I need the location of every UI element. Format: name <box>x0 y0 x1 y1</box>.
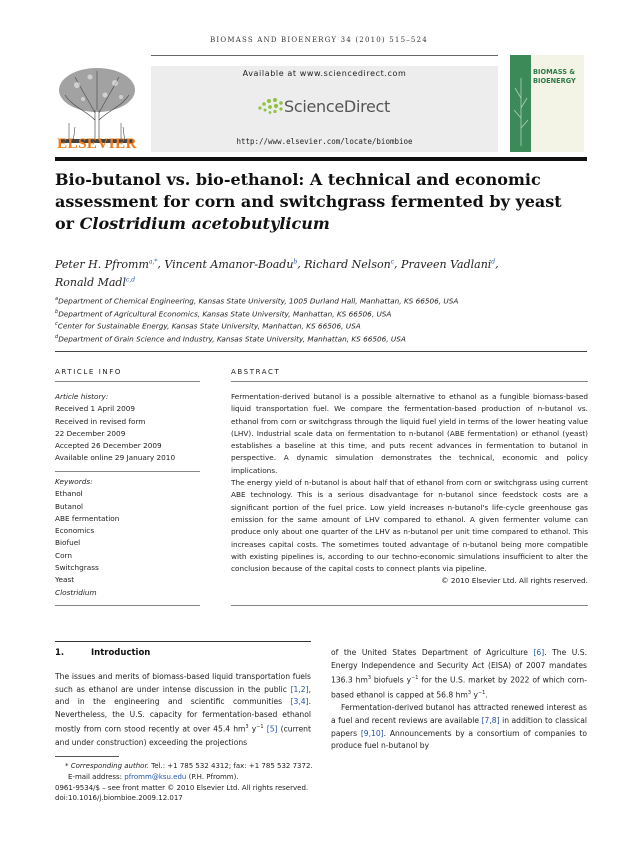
author[interactable]: Peter H. Pfromm$^{a,*}$ <box>55 257 158 271</box>
history-item: Received in revised form <box>55 416 146 426</box>
citation-link[interactable]: [6] <box>533 648 545 657</box>
email-note: E-mail address: pfromm@ksu.edu (P.H. Pfromm). <box>68 772 239 781</box>
keyword: Yeast <box>55 575 75 585</box>
article-info <box>55 391 200 465</box>
journal-citation-line: BIOMASS AND BIOENERGY 34 (2010) 515–524 <box>210 36 428 44</box>
corresponding-author-note: * Corresponding author. Tel.: +1 785 532 4312; fax: +1 785 532 7372. <box>65 762 313 770</box>
sciencedirect-brand: ScienceDirect <box>284 97 391 116</box>
doi-line[interactable]: doi:10.1016/j.biombioe.2009.12.017 <box>55 794 183 803</box>
body-paragraph: Fermentation-derived butanol has attracted renewed interest as a fuel and recent reviews are available [7,8] in addition to classical papers [9,10]. Announcements by a consortium of companies to produce fuel n-butanol by <box>331 703 587 751</box>
abstract-bottom-rule <box>231 605 588 606</box>
keyword: Ethanol <box>55 489 83 499</box>
paper-title <box>55 169 575 235</box>
cover-title-line1: BIOMASS & <box>533 68 575 76</box>
affiliation: $^a$Department of Chemical Engineering, Kansas State University, 1005 Durland Hall, Manhattan, KS 66506, USA <box>55 296 459 306</box>
title-line-3: or Clostridium acetobutylicum <box>55 214 330 233</box>
history-item: Received 1 April 2009 <box>55 404 136 414</box>
issn-line: 0961-9534/$ – see front matter © 2010 Elsevier Ltd. All rights reserved. <box>55 783 309 792</box>
author-list: Peter H. Pfromm$^{a,*}$, Vincent Amanor-Boadu$^b$, Richard Nelson$^c$, Praveen Vadlani$^d$, Ronald Madl$^{c,d}$ <box>55 257 499 290</box>
body-paragraph: of the United States Department of Agriculture [6]. The U.S. Energy Independence and Security Act (EISA) of 2007 mandates 136.3 $hm^3$ biofuels $y^{-1}$ for the U.S. market by 2022 of which corn-based ethanol is capped at 56.8 $hm^3$ $y^{-1}$. <box>331 648 587 700</box>
title-organism: Clostridium acetobutylicum <box>79 214 330 233</box>
abstract-heading: ABSTRACT <box>231 368 281 376</box>
intro-rule <box>55 641 311 642</box>
section-rule <box>55 351 587 352</box>
title-line-1: Bio-butanol vs. bio-ethanol: A technical and economic <box>55 170 541 189</box>
history-item: Available online 29 January 2010 <box>55 453 176 463</box>
cover-decoration-icon <box>512 58 530 148</box>
author[interactable]: Ronald Madl$^{c,d}$ <box>55 276 136 290</box>
sciencedirect-availability: Available at www.sciencedirect.com <box>242 69 407 78</box>
affiliations <box>55 294 595 345</box>
cover-title-line2: BIOENERGY <box>533 76 576 85</box>
affiliation: $^c$Center for Sustainable Energy, Kansas State University, Manhattan, KS 66506, USA <box>55 321 361 331</box>
keywords <box>55 476 200 599</box>
sciencedirect-dots-icon <box>256 96 284 116</box>
elsevier-wordmark: ELSEVIER <box>57 136 137 152</box>
abstract-paragraph: Fermentation-derived butanol is a possible alternative to ethanol as a fungible biomass-based liquid transportation fuel. We compare the fermentation-based production of n-butanol vs. ethanol from corn or switchgrass through the liquid fuel yield in terms of the lower heating value (LHV). Industrial scale data on fermentation to n-butanol (ABE fermentation) or ethanol (yeast) establishes a baseline at this time, and puts recent advances in fermentation to butanol in perspective. A dynamic simulation demonstrates the technical, economic and policy implications. <box>231 392 588 475</box>
title-line-2: assessment for corn and switchgrass fermented by yeast <box>55 192 562 211</box>
header-thick-rule <box>55 157 587 161</box>
keywords-label: Keywords: <box>55 477 93 486</box>
history-item: Accepted 26 December 2009 <box>55 441 162 451</box>
journal-url[interactable]: http://www.elsevier.com/locate/biombioe <box>236 137 413 146</box>
info-bottom-rule <box>55 605 200 606</box>
section-heading-introduction: 1. Introduction <box>55 648 151 658</box>
citation-link[interactable]: [3,4] <box>290 697 309 707</box>
copyright-notice: © 2010 Elsevier Ltd. All rights reserved. <box>441 576 588 586</box>
keyword: Switchgrass <box>55 563 99 573</box>
header-rule <box>151 55 498 56</box>
abstract-rule <box>231 381 588 382</box>
footnote-rule <box>55 756 119 757</box>
article-info-heading: ARTICLE INFO <box>55 368 122 376</box>
affiliation: $^b$Department of Agricultural Economics, Kansas State University, Manhattan, KS 66506, USA <box>55 308 392 319</box>
history-label: Article history: <box>55 392 109 401</box>
intro-right-column <box>331 647 587 753</box>
affiliation: $^d$Department of Grain Science and Industry, Kansas State University, Manhattan, KS 66506, USA <box>55 334 406 344</box>
keyword: Biofuel <box>55 538 81 548</box>
body-paragraph: The issues and merits of biomass-based liquid transportation fuels such as ethanol are under intense discussion in the public [1,2], and in the engineering and scientific communities [3,4]. Nevertheless, the U.S. capacity for fermentation-based ethanol mostly from corn stood recently at over 45.4 $hm^3$ $y^{-1}$ [5] (current and under construction) exceeding the projections <box>55 672 311 747</box>
citation-link[interactable]: [1,2] <box>290 684 309 694</box>
author[interactable]: Praveen Vadlani$^d$ <box>401 257 496 271</box>
author[interactable]: Richard Nelson$^c$ <box>304 257 395 271</box>
intro-left-column <box>55 671 311 749</box>
keyword: Corn <box>55 550 73 560</box>
keyword: ABE fermentation <box>55 513 120 523</box>
article-info-rule <box>55 381 200 382</box>
keyword: Butanol <box>55 501 84 511</box>
citation-link[interactable]: [9,10] <box>360 728 384 738</box>
footnotes <box>55 761 355 804</box>
journal-cover-title <box>533 68 583 85</box>
keyword: Economics <box>55 526 95 536</box>
keywords-rule <box>55 471 200 472</box>
abstract-body <box>231 391 588 588</box>
author[interactable]: Vincent Amanor-Boadu$^b$ <box>164 257 298 271</box>
abstract-paragraph: The energy yield of n-butanol is about half that of ethanol from corn or switchgrass using current ABE technology. This is a serious disadvantage for n-butanol since feedstock costs are a significant portion of the fuel price. Low yield increases n-butanol's life-cycle greenhouse gas emission for the same amount of LHV compared to ethanol. A given fermenter volume can produce only about one quarter of the LHV as n-butanol per unit time compared to ethanol. This increases capital costs. The sometimes touted advantage of n-butanol being more compatible with existing pipelines is, according to our techno-economic simulations insufficient to alter the conclusion because of the capital costs to connect plants via pipeline. <box>231 478 588 574</box>
keyword: Clostridium <box>55 587 97 597</box>
citation-link[interactable]: [5] <box>266 724 278 734</box>
citation-link[interactable]: [7,8] <box>481 716 500 726</box>
email-link[interactable]: pfromm@ksu.edu <box>124 772 187 781</box>
history-item: 22 December 2009 <box>55 428 126 438</box>
